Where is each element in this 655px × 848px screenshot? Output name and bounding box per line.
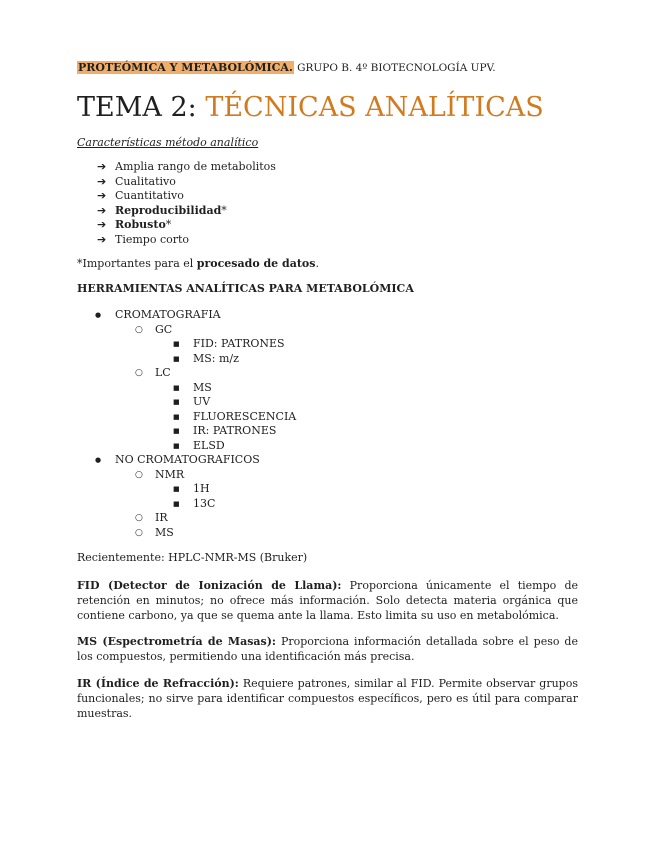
ir-term: IR (Índice de Refracción): (77, 677, 239, 690)
tree-item (77, 468, 296, 483)
tree-label: IR: PATRONES (193, 424, 277, 437)
tree-label: UV (193, 395, 211, 408)
tree-label: IR (155, 511, 168, 524)
square-bullet-icon: ■ (173, 398, 180, 406)
tree-item (77, 497, 296, 512)
square-bullet-icon: ■ (173, 412, 180, 421)
ms-paragraph (77, 634, 578, 664)
asterisk: * (165, 218, 172, 231)
tree-label: MS: m/z (193, 351, 239, 365)
title-prefix: TEMA 2: (77, 92, 206, 123)
square-bullet-icon: ■ (173, 383, 180, 392)
arrow-icon: ➔ (97, 189, 107, 202)
list-item-text: Robusto (115, 218, 166, 231)
tree-item (77, 526, 296, 541)
tree-item (77, 366, 296, 381)
tree-label: NO CROMATOGRAFICOS (115, 453, 260, 466)
list-item-text: Tiempo corto (115, 232, 190, 246)
square-bullet-icon: ■ (173, 354, 180, 363)
bullet-icon: ● (95, 311, 102, 319)
ir-text: Requiere patrones, similar al FID. Permite observar grupos funcionales; no sirve para identificar compuestos específicos, pero es útil para comparar muestras. (77, 677, 578, 720)
tree-item (77, 323, 296, 338)
fid-term: FID (Detector de Ionización de Llama): (77, 579, 342, 592)
ir-paragraph (77, 676, 578, 721)
tree-item (77, 381, 296, 396)
tree-label: MS (155, 525, 174, 539)
circle-bullet-icon: ○ (135, 513, 143, 523)
title-accent: TÉCNICAS ANALÍTICAS (205, 92, 544, 123)
list-item (97, 204, 276, 219)
document-header (77, 61, 496, 76)
list-item-text: Cuantitativo (115, 189, 184, 202)
square-bullet-icon: ■ (173, 441, 180, 450)
arrow-icon: ➔ (97, 232, 107, 246)
square-bullet-icon: ■ (173, 427, 180, 435)
tree-item (77, 453, 296, 468)
tree-label: NMR (155, 467, 185, 481)
tools-heading: HERRAMIENTAS ANALÍTICAS PARA METABOLÓMICA (77, 282, 414, 295)
circle-bullet-icon: ○ (135, 324, 143, 335)
tree-label: FID: PATRONES (193, 337, 285, 350)
ms-text: Proporciona información detallada sobre el peso de los compuestos, permitiendo una identificación más precisa. (77, 635, 578, 663)
note-prefix: *Importantes para el (77, 257, 197, 270)
course-highlight: PROTEÓMICA Y METABOLÓMICA. (78, 61, 293, 74)
fid-text: Proporciona únicamente el tiempo de retención en minutos; no ofrece más información. Solo detecta materia orgánica que contiene carbono, ya que se quema ante la llama. Esto limita su uso en metabolómica. (77, 579, 578, 622)
list-item-text: Reproducibilidad (115, 203, 222, 217)
circle-bullet-icon: ○ (135, 527, 143, 538)
fid-paragraph (77, 578, 578, 623)
recent-note: Recientemente: HPLC-NMR-MS (Bruker) (77, 551, 308, 564)
page-title (77, 92, 544, 124)
list-item-text: Cualitativo (115, 174, 176, 188)
arrow-icon: ➔ (97, 218, 107, 231)
tree-label: MS (193, 380, 212, 394)
tree-item (77, 337, 296, 352)
list-item (97, 218, 276, 233)
tree-item (77, 511, 296, 526)
tree-label: GC (155, 322, 173, 336)
bullet-icon: ● (95, 456, 102, 464)
arrow-icon: ➔ (97, 160, 107, 173)
tree-label: LC (155, 366, 171, 379)
tree-item (77, 410, 296, 425)
tree-item (77, 352, 296, 367)
asterisk: * (221, 203, 227, 217)
square-bullet-icon: ■ (173, 499, 180, 508)
list-item-text: Amplia rango de metabolitos (115, 160, 276, 173)
ms-term: MS (Espectrometría de Masas): (77, 635, 276, 648)
tree-item (77, 395, 296, 410)
course-group: GRUPO B. 4º BIOTECNOLOGÍA UPV. (293, 62, 496, 74)
note-suffix: . (315, 257, 319, 270)
arrow-icon: ➔ (97, 203, 107, 217)
characteristics-list (97, 160, 276, 247)
square-bullet-icon: ■ (173, 340, 180, 348)
note-bold: procesado de datos (196, 257, 316, 270)
list-item (97, 175, 276, 190)
tree-item (77, 439, 296, 454)
list-item (97, 160, 276, 175)
tree-label: 1H (193, 482, 210, 495)
square-bullet-icon: ■ (173, 485, 180, 493)
tree-label: CROMATOGRAFIA (115, 308, 221, 321)
circle-bullet-icon: ○ (135, 469, 143, 480)
section-subtitle: Características método analítico (77, 136, 259, 149)
tree-item (77, 482, 296, 497)
tree-label: ELSD (193, 438, 225, 452)
list-item (97, 189, 276, 204)
list-item (97, 233, 276, 248)
tree-label: 13C (193, 496, 216, 510)
arrow-icon: ➔ (97, 174, 107, 188)
tree-label: FLUORESCENCIA (193, 409, 297, 423)
footnote (77, 257, 319, 272)
tree-item (77, 308, 296, 323)
circle-bullet-icon: ○ (135, 368, 143, 378)
tree-item (77, 424, 296, 439)
tools-tree (77, 308, 296, 540)
